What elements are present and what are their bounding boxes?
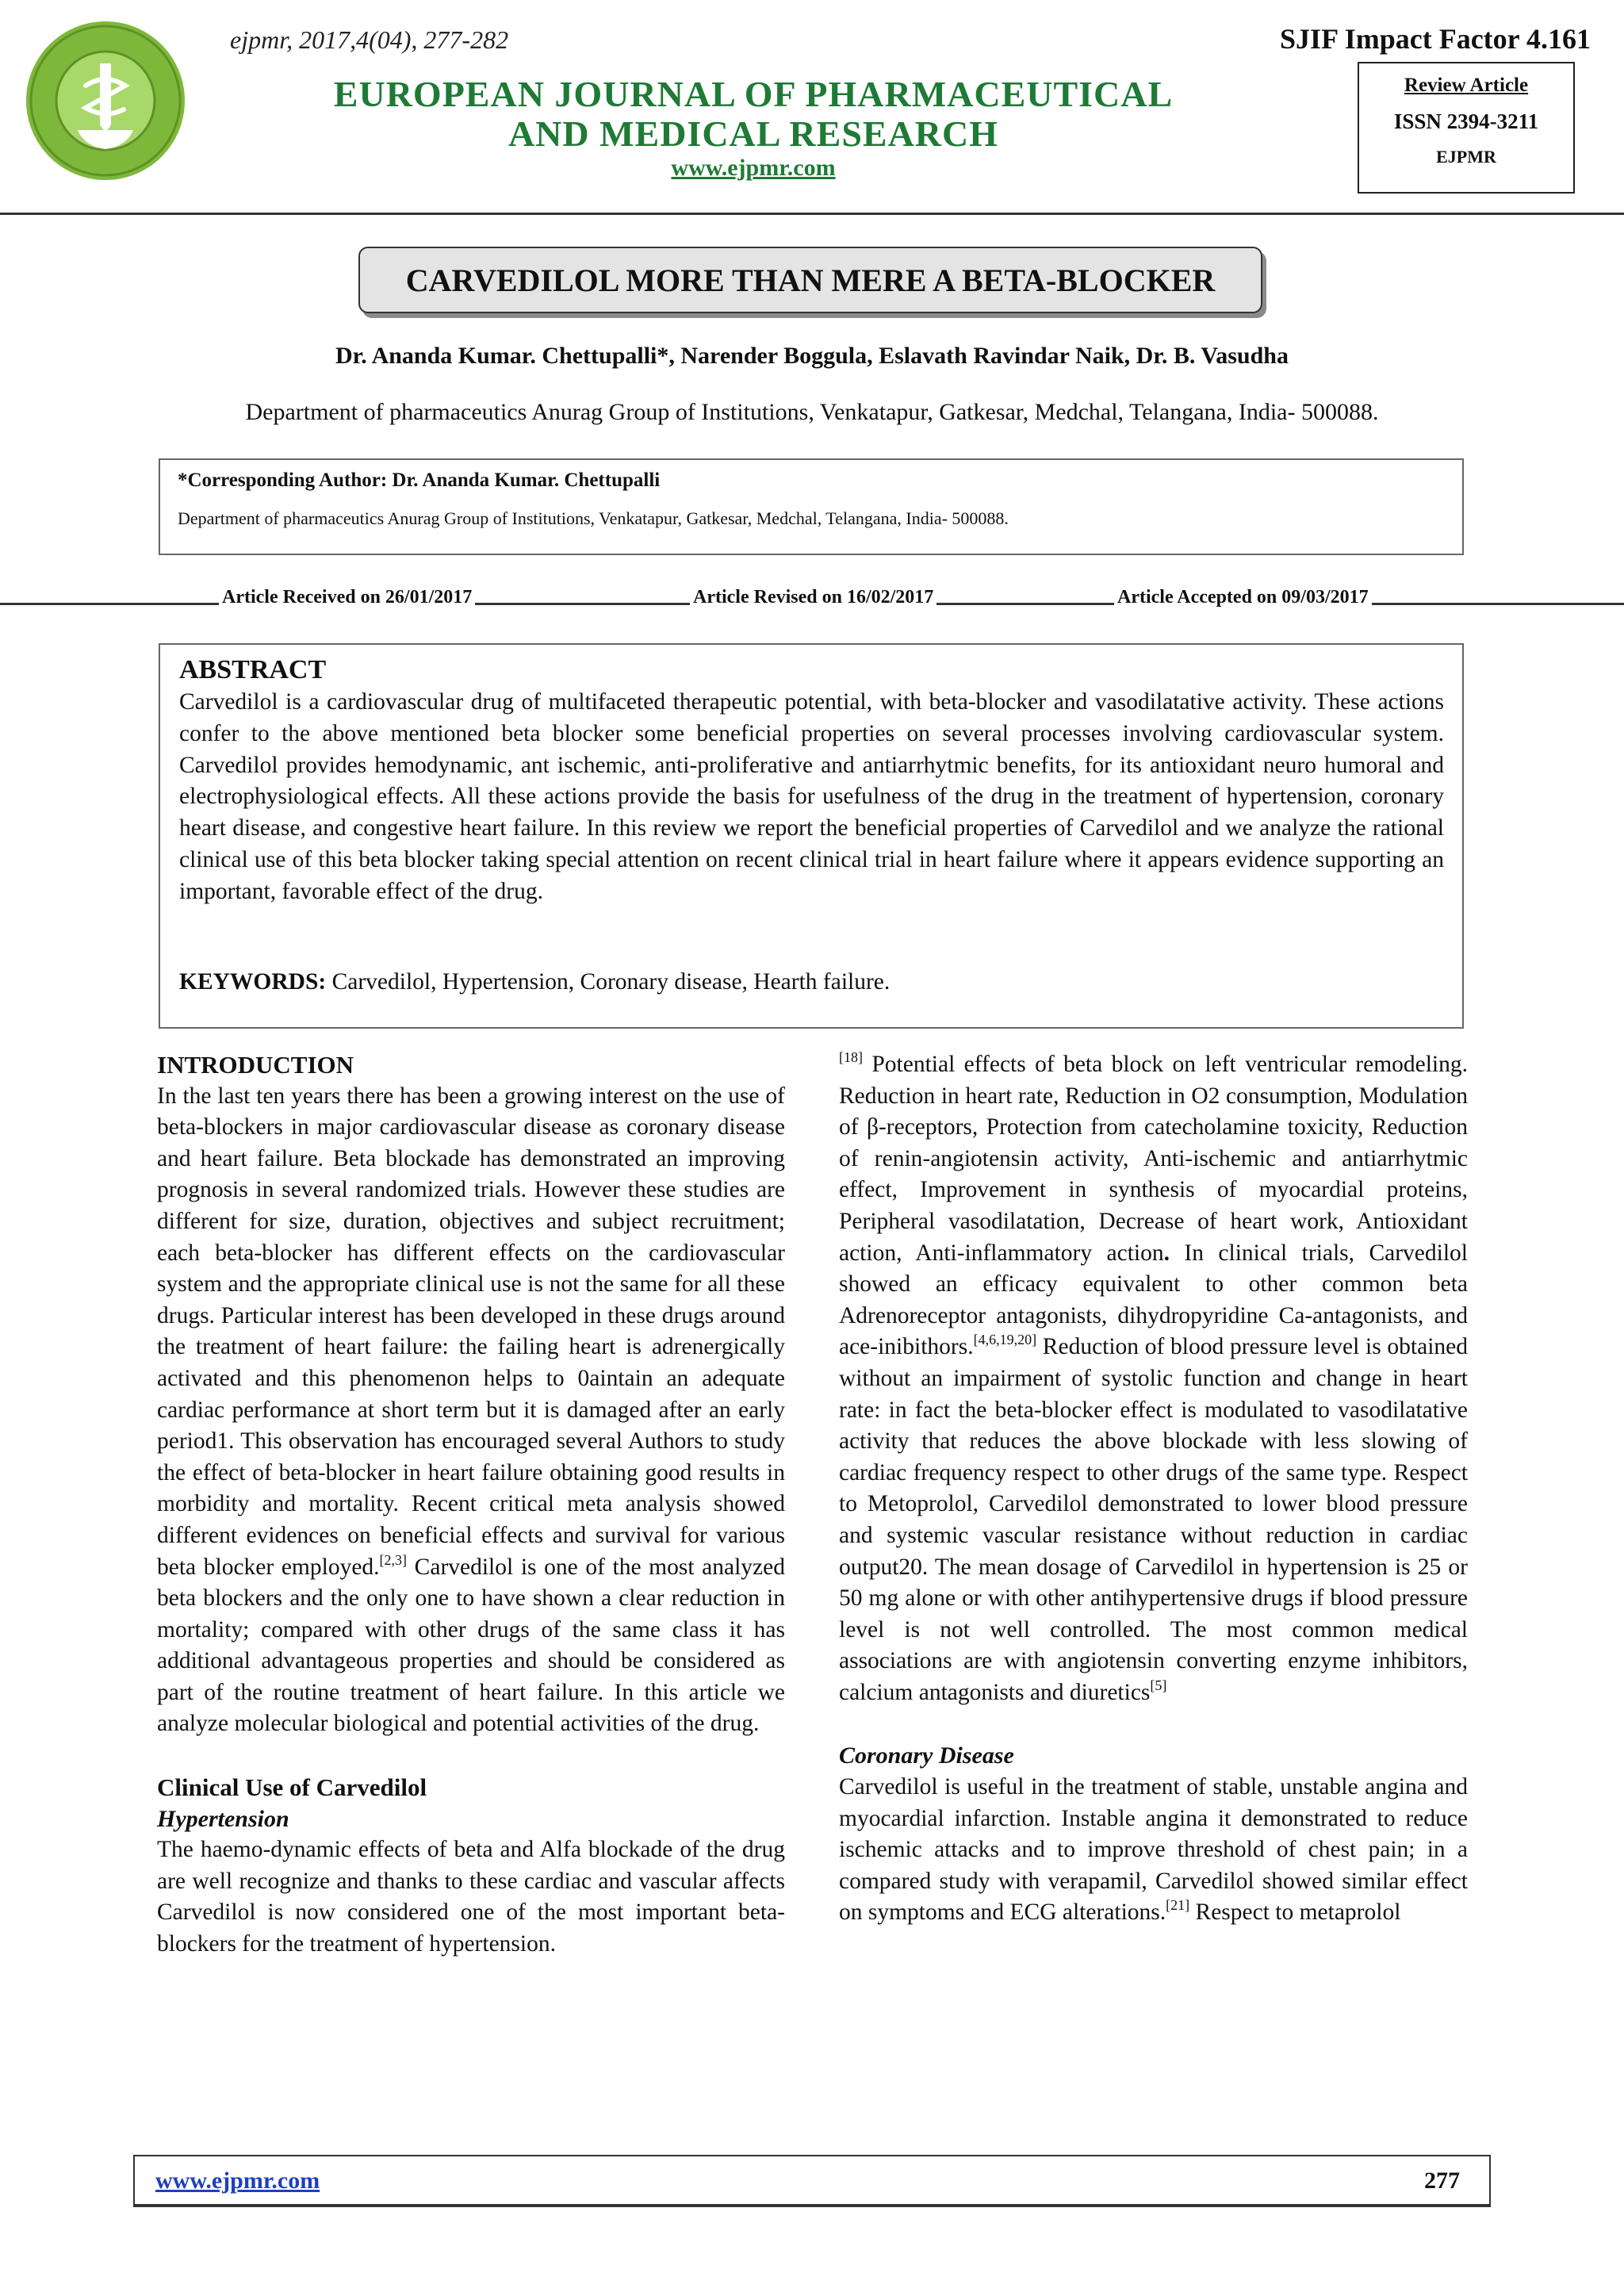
journal-url-link[interactable]: www.ejpmr.com bbox=[671, 155, 836, 181]
accepted-date: Article Accepted on 09/03/2017 bbox=[1114, 587, 1372, 608]
keywords-list: Carvedilol, Hypertension, Coronary disease, Hearth failure. bbox=[326, 969, 891, 995]
journal-title bbox=[301, 75, 1205, 154]
hypertension-heading: Hypertension bbox=[157, 1805, 289, 1832]
issn: ISSN 2394-3211 bbox=[1393, 109, 1539, 133]
citation-ref: [5] bbox=[1150, 1677, 1167, 1693]
journal-citation: ejpmr, 2017,4(04), 277-282 bbox=[230, 25, 509, 54]
abstract-text: Carvedilol is a cardiovascular drug of multifaceted therapeutic potential, with beta-blocker and vasodilatative activity. These actions confer to the above mentioned beta blocker some beneficial properties on several processes involving cardiovascular system. Carvedilol provides hemodynamic, ant ischemic, anti-proliferative and antiarrhytmic benefits, for its antioxidant neuro humoral and electrophysiological effects. All these actions provide the basis for usefulness of the drug in the treatment of hypertension, coronary heart disease, and congestive heart failure. In this review we report the beneficial properties of Carvedilol and we analyze the rational clinical use of this beta blocker taking special attention on recent clinical trial in heart failure where it appears evidence supporting an important, favorable effect of the drug. bbox=[179, 689, 1444, 904]
author-affiliation: Department of pharmaceutics Anurag Group of Institutions, Venkatapur, Gatkesar, Medchal, Telangana, India- 500088. bbox=[245, 399, 1379, 425]
journal-title-line2: AND MEDICAL RESEARCH bbox=[508, 113, 999, 154]
abstract-heading: ABSTRACT bbox=[179, 655, 327, 684]
citation-ref: [18] bbox=[839, 1049, 863, 1065]
hypertension-paragraph-cont bbox=[839, 1049, 1468, 1708]
keywords-label: KEYWORDS: bbox=[179, 969, 327, 995]
article-title: CARVEDILOL MORE THAN MERE A BETA-BLOCKER bbox=[358, 247, 1262, 313]
journal-abbrev: EJPMR bbox=[1436, 147, 1496, 167]
journal-title-line1: EUROPEAN JOURNAL OF PHARMACEUTICAL bbox=[333, 74, 1174, 114]
citation-ref: [21] bbox=[1166, 1897, 1190, 1914]
citation-ref: [2,3] bbox=[379, 1551, 408, 1568]
intro-text: In the last ten years there has been a growing interest on the use of beta-blockers in major cardiovascular disease as coronary disease and heart failure. Beta blockade has demonstrated an improving prognosis in several randomized trials. However these studies are different for size, duration, objectives and subject recruitment; each beta-blocker has different effects on the cardiovascular system and the appropriate clinical use is not the same for all these drugs. Particular interest has been developed in these drugs around the treatment of heart failure: the failing heart is adrenergically activated and this phenomenon helps to 0aintain an adequate cardiac performance at short term but it is damaged after an early period1. This observation has encouraged several Authors to study the effect of beta-blocker in heart failure obtaining good results in morbidity and mortality. Recent critical meta analysis showed different evidences on beneficial effects and survival for various beta blocker employed. bbox=[157, 1083, 785, 1580]
coronary-text-cont: Respect to metaprolol bbox=[1189, 1899, 1401, 1926]
introduction-paragraph bbox=[157, 1081, 785, 1740]
hypertension-text-c: Reduction of blood pressure level is obtained without an impairment of systolic function and change in heart rate: in fact the beta-blocker effect is modulated to vasodilatative activity that reduces the above blockade with less slowing of cardiac frequency respect to other drugs of the same type. Respect to Metoprolol, Carvedilol demonstrated to lower blood pressure and systemic vascular resistance without reduction in cardiac output20. The mean dosage of Carvedilol in hypertension is 25 or 50 mg alone or with other antihypertensive drugs if blood pressure level is not well controlled. The most common medical associations are with angiotensin converting enzyme inhibitors, calcium antagonists and diuretics bbox=[839, 1334, 1468, 1705]
footer-box bbox=[133, 2155, 1491, 2207]
body-column-right bbox=[839, 1049, 1468, 1929]
article-type: Review Article bbox=[1404, 75, 1529, 96]
corresponding-author: *Corresponding Author: Dr. Ananda Kumar. Chettupalli bbox=[178, 470, 661, 491]
journal-logo bbox=[22, 17, 189, 184]
hypertension-text-b: In clinical trials, Carvedilol showed an efficacy equivalent to other common beta Adrenoreceptor antagonists, dihydropyridine Ca-antagonists, and ace-inibithors. bbox=[839, 1240, 1468, 1360]
period: . bbox=[1163, 1240, 1170, 1266]
intro-text-cont: Carvedilol is one of the most analyzed beta blockers and the only one to have shown a clear reduction in mortality; compared with other drugs of the same class it has additional advantageous properties and should be considered as part of the routine treatment of heart failure. In this article we analyze molecular biological and potential activities of the drug. bbox=[157, 1554, 785, 1737]
coronary-paragraph bbox=[839, 1772, 1468, 1929]
article-info-box bbox=[1358, 62, 1575, 194]
footer-url-link[interactable]: www.ejpmr.com bbox=[155, 2168, 320, 2194]
revised-date: Article Revised on 16/02/2017 bbox=[690, 587, 936, 608]
coronary-disease-heading: Coronary Disease bbox=[839, 1742, 1014, 1769]
citation-ref: [4,6,19,20] bbox=[973, 1332, 1037, 1348]
coronary-text: Carvedilol is useful in the treatment of stable, unstable angina and myocardial infarction. Instable angina it demonstrated to reduce ischemic attacks and to improve threshold of chest pain; in a compared study with verapamil, Carvedilol showed similar effect on symptoms and ECG alterations. bbox=[839, 1774, 1468, 1926]
body-column-left bbox=[157, 1049, 785, 1961]
corresponding-affiliation: Department of pharmaceutics Anurag Group of Institutions, Venkatapur, Gatkesar, Medchal, Telangana, India- 500088. bbox=[178, 508, 1009, 528]
hypertension-paragraph: The haemo-dynamic effects of beta and Alfa blockade of the drug are well recognize and thanks to these cardiac and vascular affects Carvedilol is now considered one of the most important beta-blockers for the treatment of hypertension. bbox=[157, 1837, 785, 1957]
keywords bbox=[179, 969, 1444, 995]
header-divider bbox=[0, 213, 1624, 215]
author-list: Dr. Ananda Kumar. Chettupalli*, Narender Boggula, Eslavath Ravindar Naik, Dr. B. Vasudha bbox=[335, 343, 1289, 369]
impact-factor: SJIF Impact Factor 4.161 bbox=[1280, 23, 1591, 55]
received-date: Article Received on 26/01/2017 bbox=[219, 587, 475, 608]
clinical-use-heading: Clinical Use of Carvedilol bbox=[157, 1773, 427, 1802]
introduction-heading: INTRODUCTION bbox=[157, 1051, 354, 1079]
hypertension-text-a: Potential effects of beta block on left ventricular remodeling. Reduction in heart rate, Reduction in O2 consumption, Modulation of β-receptors, Protection from catecholamine toxicity, Reduction of renin-angiotensin activity, Anti-ischemic and antiarrhytmic effect, Improvement in synthesis of myocardial proteins, Peripheral vasodilatation, Decrease of heart work, Antioxidant action, Anti-inflammatory action bbox=[839, 1052, 1468, 1266]
page-number: 277 bbox=[1424, 2168, 1460, 2194]
